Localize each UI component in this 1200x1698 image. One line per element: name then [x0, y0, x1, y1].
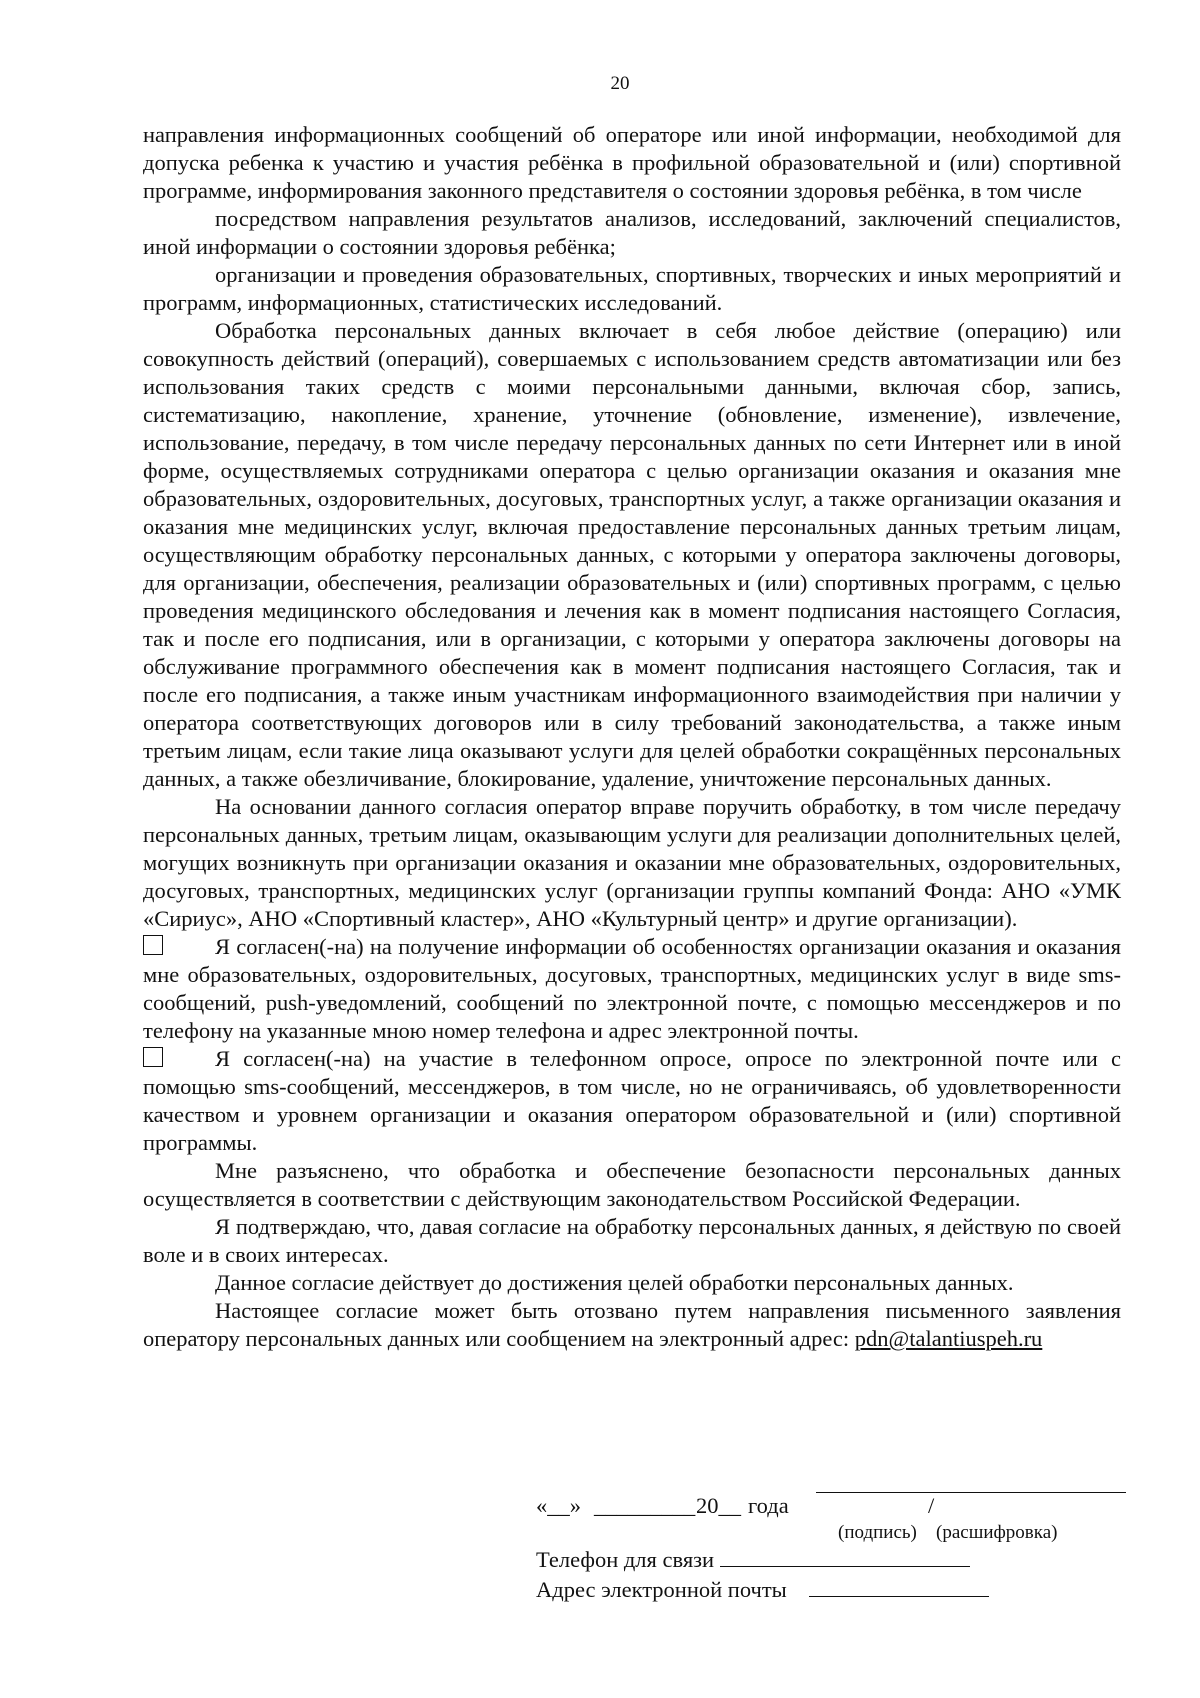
paragraph-notifications: направления информационных сообщений об операторе или иной информации, необходимой для допуска ребенка к участию и участия ребёнка в профильной образовательной и (или) спортивной программе, информирования законного представителя о состоянии здоровья ребёнка, в том числе	[143, 122, 1121, 203]
email-label: Адрес электронной почты	[536, 1577, 787, 1602]
paragraph-free-will: Я подтверждаю, что, давая согласие на обработку персональных данных, я действую по своей воле и в своих интересах.	[143, 1214, 1121, 1267]
paragraph-validity: Данное согласие действует до достижения целей обработки персональных данных.	[215, 1270, 1014, 1295]
date-year-field[interactable]: 20__	[696, 1493, 741, 1518]
signature-block	[536, 1492, 1136, 1606]
paragraph-events: организации и проведения образовательных, спортивных, творческих и иных мероприятий и программ, информационных, статистических исследований.	[143, 262, 1121, 315]
decode-caption: (расшифровка)	[936, 1522, 1058, 1543]
paragraph-medical-results: посредством направления результатов анализов, исследований, заключений специалистов, иной информации о состоянии здоровья ребёнка;	[143, 206, 1121, 259]
paragraph-third-parties: На основании данного согласия оператор вправе поручить обработку, в том числе передачу персональных данных, третьим лицам, оказывающим услуги для реализации дополнительных целей, могущих возникнуть при организации оказания и оказании мне образовательных, оздоровительных, досуговых, транспортных, медицинских услуг (организации группы компаний Фонда: АНО «УМК «Сириус», АНО «Спортивный кластер», АНО «Культурный центр» и другие организации).	[143, 794, 1121, 931]
paragraph-security: Мне разъяснено, что обработка и обеспечение безопасности персональных данных осуществляется в соответствии с действующим законодательством Российской Федерации.	[143, 1158, 1121, 1211]
consent-survey	[143, 1045, 1121, 1157]
consent-survey-checkbox[interactable]	[143, 1047, 163, 1067]
consent-body	[143, 121, 1121, 1353]
date-year-word: года	[748, 1493, 789, 1518]
withdrawal-text: Настоящее согласие может быть отозвано путем направления письменного заявления оператору персональных данных или сообщением на электронный адрес:	[143, 1298, 1121, 1351]
date-signature-line	[536, 1492, 1136, 1520]
signature-caption: (подпись)	[838, 1522, 917, 1543]
consent-notifications-checkbox[interactable]	[143, 935, 163, 955]
phone-line	[536, 1546, 1136, 1576]
signature-field-line[interactable]	[816, 1492, 1126, 1493]
paragraph-withdrawal	[143, 1297, 1121, 1353]
phone-label: Телефон для связи	[536, 1547, 715, 1572]
signature-separator: /	[928, 1493, 935, 1518]
phone-input-line[interactable]	[720, 1566, 970, 1567]
date-day-field[interactable]: «__»	[536, 1493, 581, 1518]
email-line	[536, 1576, 1136, 1606]
signature-captions	[536, 1520, 1136, 1546]
date-month-field[interactable]: _________	[594, 1493, 696, 1518]
paragraph-processing-definition: Обработка персональных данных включает в себя любое действие (операцию) или совокупность действий (операций), совершаемых с использованием средств автоматизации или без использования таких средств с моими персональными данными, включая сбор, запись, систематизацию, накопление, хранение, уточнение (обновление, изменение), извлечение, использование, передачу, в том числе передачу персональных данных по сети Интернет или в иной форме, осуществляемых сотрудниками оператора с целью организации оказания и оказания мне образовательных, оздоровительных, досуговых, транспортных услуг, а также организации оказания и оказания мне медицинских услуг, включая предоставление персональных данных третьим лицам, осуществляющим обработку персональных данных, с которыми у оператора заключены договоры, для организации, обеспечения, реализации образовательных и (или) спортивных программ, с целью проведения медицинского обследования и лечения как в момент подписания настоящего Согласия, так и после его подписания, или в организации, с которыми у оператора заключены договоры на обслуживание программного обеспечения как в момент подписания настоящего Согласия, так и после его подписания, а также иным участникам информационного взаимодействия при наличии у оператора соответствующих договоров или в силу требований законодательства, а также иным третьим лицам, если такие лица оказывают услуги для целей обработки сокращённых персональных данных, а также обезличивание, блокирование, удаление, уничтожение персональных данных.	[143, 318, 1121, 791]
withdrawal-email-link[interactable]: pdn@talantiuspeh.ru	[854, 1326, 1043, 1351]
consent-notifications-text: Я согласен(-на) на получение информации об особенностях организации оказания и оказания мне образовательных, оздоровительных, досуговых, транспортных, медицинских услуг в виде sms- сообщений, push-уведомлений, сообщений по электронной почте, с помощью мессенджеров и по телефону на указанные мною номер телефона и адрес электронной почты.	[143, 934, 1121, 1043]
email-input-line[interactable]	[809, 1596, 989, 1597]
consent-notifications	[143, 933, 1121, 1045]
consent-survey-text: Я согласен(-на) на участие в телефонном опросе, опросе по электронной почте или с помощью sms-сообщений, мессенджеров, в том числе, но не ограничиваясь, об удовлетворенности качеством и уровнем организации и оказания оператором образовательной и (или) спортивной программы.	[143, 1046, 1121, 1155]
page-number: 20	[610, 73, 630, 94]
